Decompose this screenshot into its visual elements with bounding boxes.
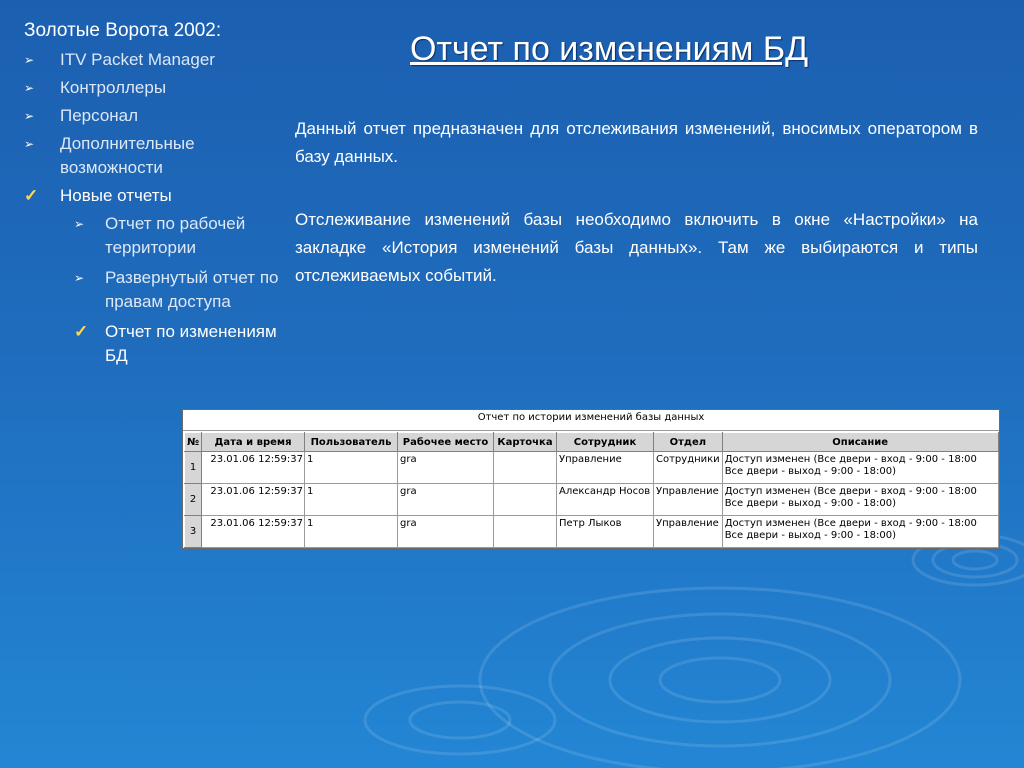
column-header-datetime[interactable]: Дата и время — [202, 433, 305, 452]
row-number: 3 — [185, 516, 202, 548]
row-number: 1 — [185, 452, 202, 484]
cell-datetime: 23.01.06 12:59:37 — [202, 452, 305, 484]
sidebar-item-label: ITV Packet Manager — [60, 50, 215, 69]
arrow-bullet-icon: ➢ — [24, 137, 35, 151]
page-title: Отчет по изменениям БД — [410, 30, 809, 68]
description-line: Доступ изменен (Все двери - вход - 9:00 - 18:00 — [724, 518, 977, 529]
sidebar-item-label: Отчет по изменениям БД — [105, 322, 277, 365]
table-header-row — [185, 433, 999, 452]
table-row[interactable] — [185, 484, 999, 516]
description-line: Доступ изменен (Все двери - вход - 9:00 - 18:00 — [724, 454, 977, 465]
sidebar-item-label: Новые отчеты — [60, 186, 172, 205]
column-header-user[interactable]: Пользователь — [305, 433, 398, 452]
sidebar-item-controllers[interactable] — [24, 76, 284, 100]
table-row[interactable] — [185, 452, 999, 484]
cell-department: Управление — [654, 516, 723, 548]
cell-workplace: gra — [398, 516, 494, 548]
description-line: Все двери - выход - 9:00 - 18:00) — [724, 498, 896, 509]
description-line: Все двери - выход - 9:00 - 18:00) — [724, 530, 896, 541]
cell-card — [494, 516, 557, 548]
cell-card — [494, 452, 557, 484]
sidebar-submenu — [74, 212, 284, 368]
cell-department: Сотрудники — [654, 452, 723, 484]
cell-datetime: 23.01.06 12:59:37 — [202, 516, 305, 548]
column-header-workplace[interactable]: Рабочее место — [398, 433, 494, 452]
report-title: Отчет по истории изменений базы данных — [183, 410, 999, 431]
sidebar-item-label: Отчет по рабочей территории — [105, 214, 246, 257]
sidebar-item-label: Дополнительные возможности — [60, 134, 195, 177]
cell-employee: Управление — [557, 452, 654, 484]
instructions-paragraph: Отслеживание изменений базы необходимо включить в окне «Настройки» на закладке «История изменений базы данных». Там же выбираются и типы отслеживаемых событий. — [295, 210, 978, 285]
cell-card — [494, 484, 557, 516]
arrow-bullet-icon: ➢ — [24, 53, 35, 67]
sidebar-subitem-work-area-report[interactable] — [74, 212, 284, 260]
sidebar-item-personnel[interactable] — [24, 104, 284, 128]
sidebar-item-label: Персонал — [60, 106, 139, 125]
sidebar-item-itv-packet-manager[interactable] — [24, 48, 284, 72]
sidebar-subitem-db-changes-report[interactable] — [74, 320, 284, 368]
column-header-number[interactable]: № — [185, 433, 202, 452]
cell-workplace: gra — [398, 452, 494, 484]
description-line: Все двери - выход - 9:00 - 18:00) — [724, 466, 896, 477]
report-window — [182, 409, 1000, 549]
column-header-employee[interactable]: Сотрудник — [557, 433, 654, 452]
sidebar-item-new-reports[interactable] — [24, 184, 284, 208]
description-paragraph: Данный отчет предназначен для отслеживания изменений, вносимых оператором в базу данных. — [295, 119, 978, 166]
column-header-card[interactable]: Карточка — [494, 433, 557, 452]
cell-description — [722, 516, 998, 548]
checkmark-icon: ✓ — [74, 322, 89, 341]
sidebar-heading: Золотые Ворота 2002: — [24, 20, 222, 41]
row-number: 2 — [185, 484, 202, 516]
cell-user: 1 — [305, 484, 398, 516]
sidebar-item-label: Контроллеры — [60, 78, 167, 97]
cell-workplace: gra — [398, 484, 494, 516]
cell-description — [722, 452, 998, 484]
sidebar-subitem-access-rights-report[interactable] — [74, 266, 284, 314]
cell-user: 1 — [305, 516, 398, 548]
arrow-bullet-icon: ➢ — [24, 109, 35, 123]
cell-user: 1 — [305, 452, 398, 484]
column-header-description[interactable]: Описание — [722, 433, 998, 452]
checkmark-icon: ✓ — [24, 186, 39, 205]
cell-department: Управление — [654, 484, 723, 516]
cell-datetime: 23.01.06 12:59:37 — [202, 484, 305, 516]
column-header-department[interactable]: Отдел — [654, 433, 723, 452]
arrow-bullet-icon: ➢ — [74, 217, 85, 231]
cell-employee: Александр Носов — [557, 484, 654, 516]
cell-description — [722, 484, 998, 516]
table-row[interactable] — [185, 516, 999, 548]
sidebar-item-label: Развернутый отчет по правам доступа — [105, 268, 279, 311]
arrow-bullet-icon: ➢ — [74, 271, 85, 285]
report-table — [184, 432, 999, 548]
arrow-bullet-icon: ➢ — [24, 81, 35, 95]
description-line: Доступ изменен (Все двери - вход - 9:00 - 18:00 — [724, 486, 977, 497]
cell-employee: Петр Лыков — [557, 516, 654, 548]
sidebar-item-additional-features[interactable] — [24, 132, 284, 180]
sidebar — [24, 20, 284, 374]
